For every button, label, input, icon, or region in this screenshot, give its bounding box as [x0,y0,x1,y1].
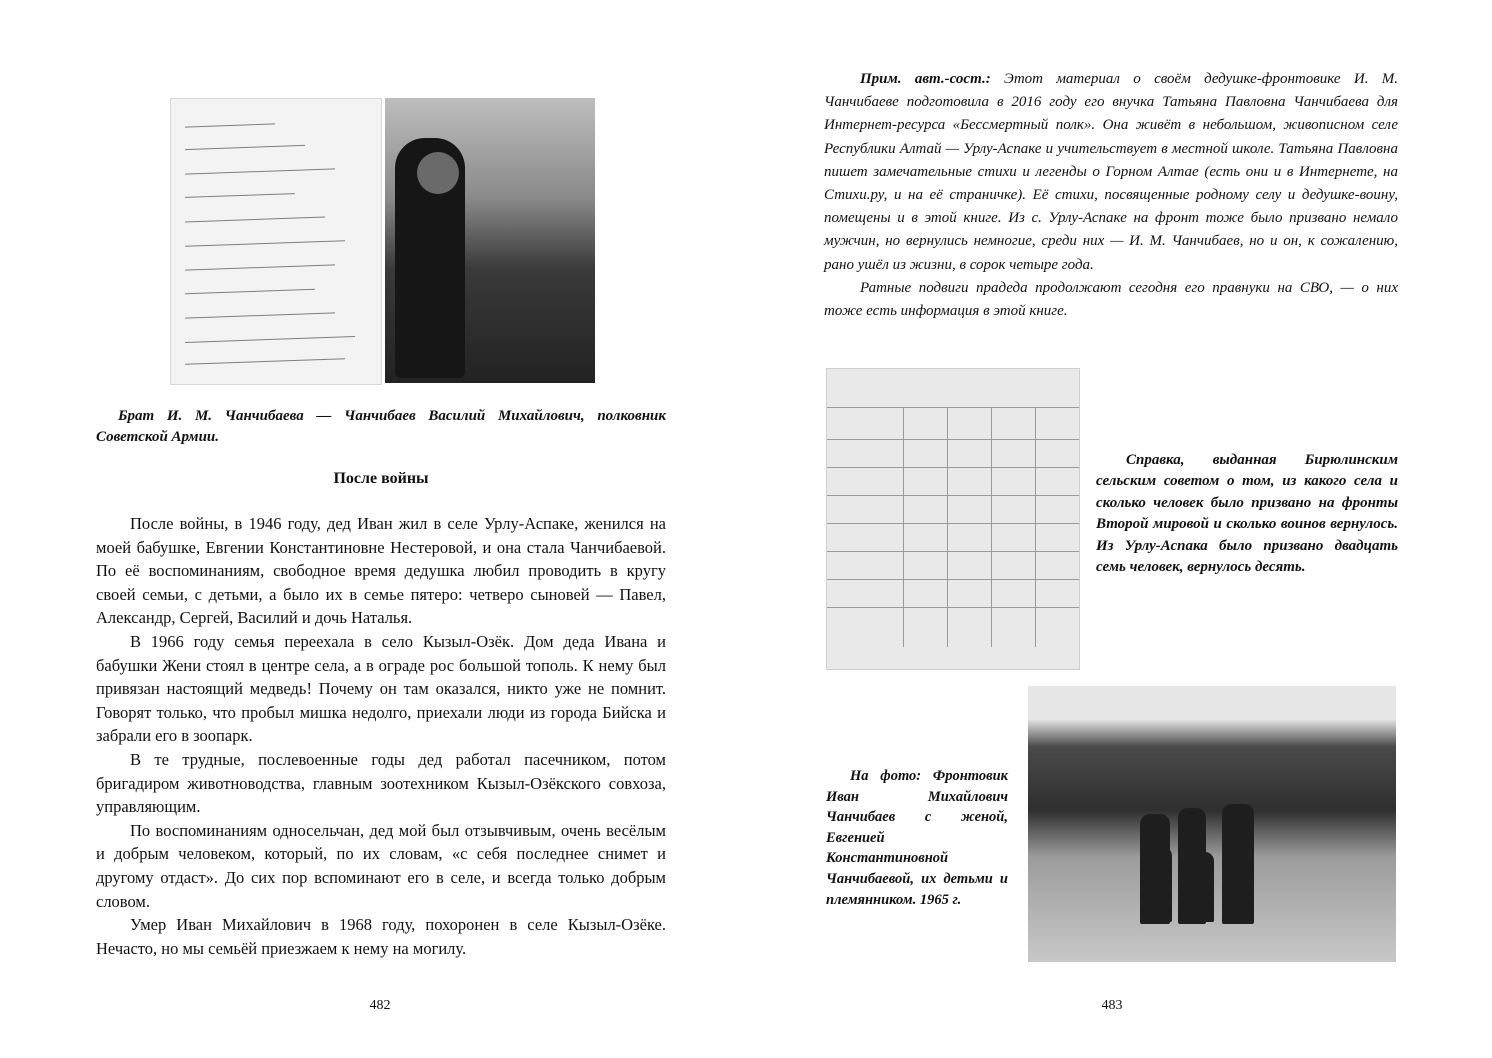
family-photo-caption: На фото: Фронтовик Иван Михайлович Чанчибаев с женой, Евгенией Константиновной Чанчибаевой, их детьми и племянником. 1965 г. [826,768,1008,908]
village-council-certificate-image [826,368,1080,670]
paragraph: В 1966 году семья переехала в село Кызыл-Озёк. Дом деда Ивана и бабушки Жени стоял в центре села, а в ограде рос большой тополь. К нему был привязан настоящий медведь! Почему он там оказался, никто уже не помнит. Говорят только, что пробыл мишка недолго, приехали люди из города Бийска и забрали его в зоопарк. [96,631,666,746]
right-page [746,0,1492,1058]
handwritten-letter-image [170,98,382,385]
photo-caption: Брат И. М. Чанчибаева — Чанчибаев Василий Михайлович, полковник Советской Армии. [96,408,666,445]
page-number: 483 [1101,998,1123,1013]
family-photo [1028,686,1396,962]
certificate-caption: Справка, выданная Бирюлинским сельским советом о том, из какого села и сколько человек было призвано на фронты Второй мировой и сколько воинов вернулось. Из Урлу-Аспака было призвано двадцать семь человек, вернулось десять. [1096,452,1398,576]
body-text [96,512,666,960]
note-paragraph [824,68,1398,277]
note-lead: Прим. авт.-сост.: [860,71,991,87]
note-text: Этот материал о своём дедушке-фронтовике И. М. Чанчибаеве подготовила в 2016 году его внучка Татьяна Павловна Чанчибаева для Интернет-ресурса «Бессмертный полк». Она живёт в небольшом, живописном селе Республики Алтай — Урлу-Аспаке и учительствует в местной школе. Татьяна Павловна пишет замечательные стихи и легенды о Горном Алтае (есть они и в Интернете, на Стихи.ру, и на её страничке). Её стихи, посвященные родному селу и дедушке-воину, помещены и в этой книге. Из с. Урлу-Аспаке на фронт тоже было призвано немало мужчин, но вернулись немногие, среди них — И. М. Чанчибаев, но и он, к сожалению, рано ушёл из жизни, в сорок четыре года. [824,71,1399,273]
page-number: 482 [369,998,391,1013]
colonel-portrait-photo [385,98,595,383]
paragraph: По воспоминаниям односельчан, дед мой был отзывчивым, очень весёлым и добрым человеком, который, по их словам, «с себя последнее снимет и другому отдаст». До сих пор вспоминают его в селе, и всегда только добрым словом. [96,820,666,911]
author-note [824,68,1398,323]
section-title: После войны [333,470,429,487]
paragraph: В те трудные, послевоенные годы дед работал пасечником, потом бригадиром животноводства, главным зоотехником Кызыл-Озёкского совхоза, управляющим. [96,749,666,817]
note-paragraph: Ратные подвиги прадеда продолжают сегодня его правнуки на СВО, — о них тоже есть информация в этой книге. [824,279,1398,320]
paragraph: После войны, в 1946 году, дед Иван жил в селе Урлу-Аспаке, женился на моей бабушке, Евгении Константиновне Нестеровой, и она стала Чанчибаевой. По её воспоминаниям, свободное время дедушка любил проводить в кругу своей семьи, с детьми, а было их в семье пятеро: четверо сыновей — Павел, Александр, Сергей, Василий и дочь Наталья. [96,514,666,628]
paragraph: Умер Иван Михайлович в 1968 году, похоронен в селе Кызыл-Озёке. Нечасто, но мы семьёй приезжаем к нему на могилу. [96,915,666,958]
